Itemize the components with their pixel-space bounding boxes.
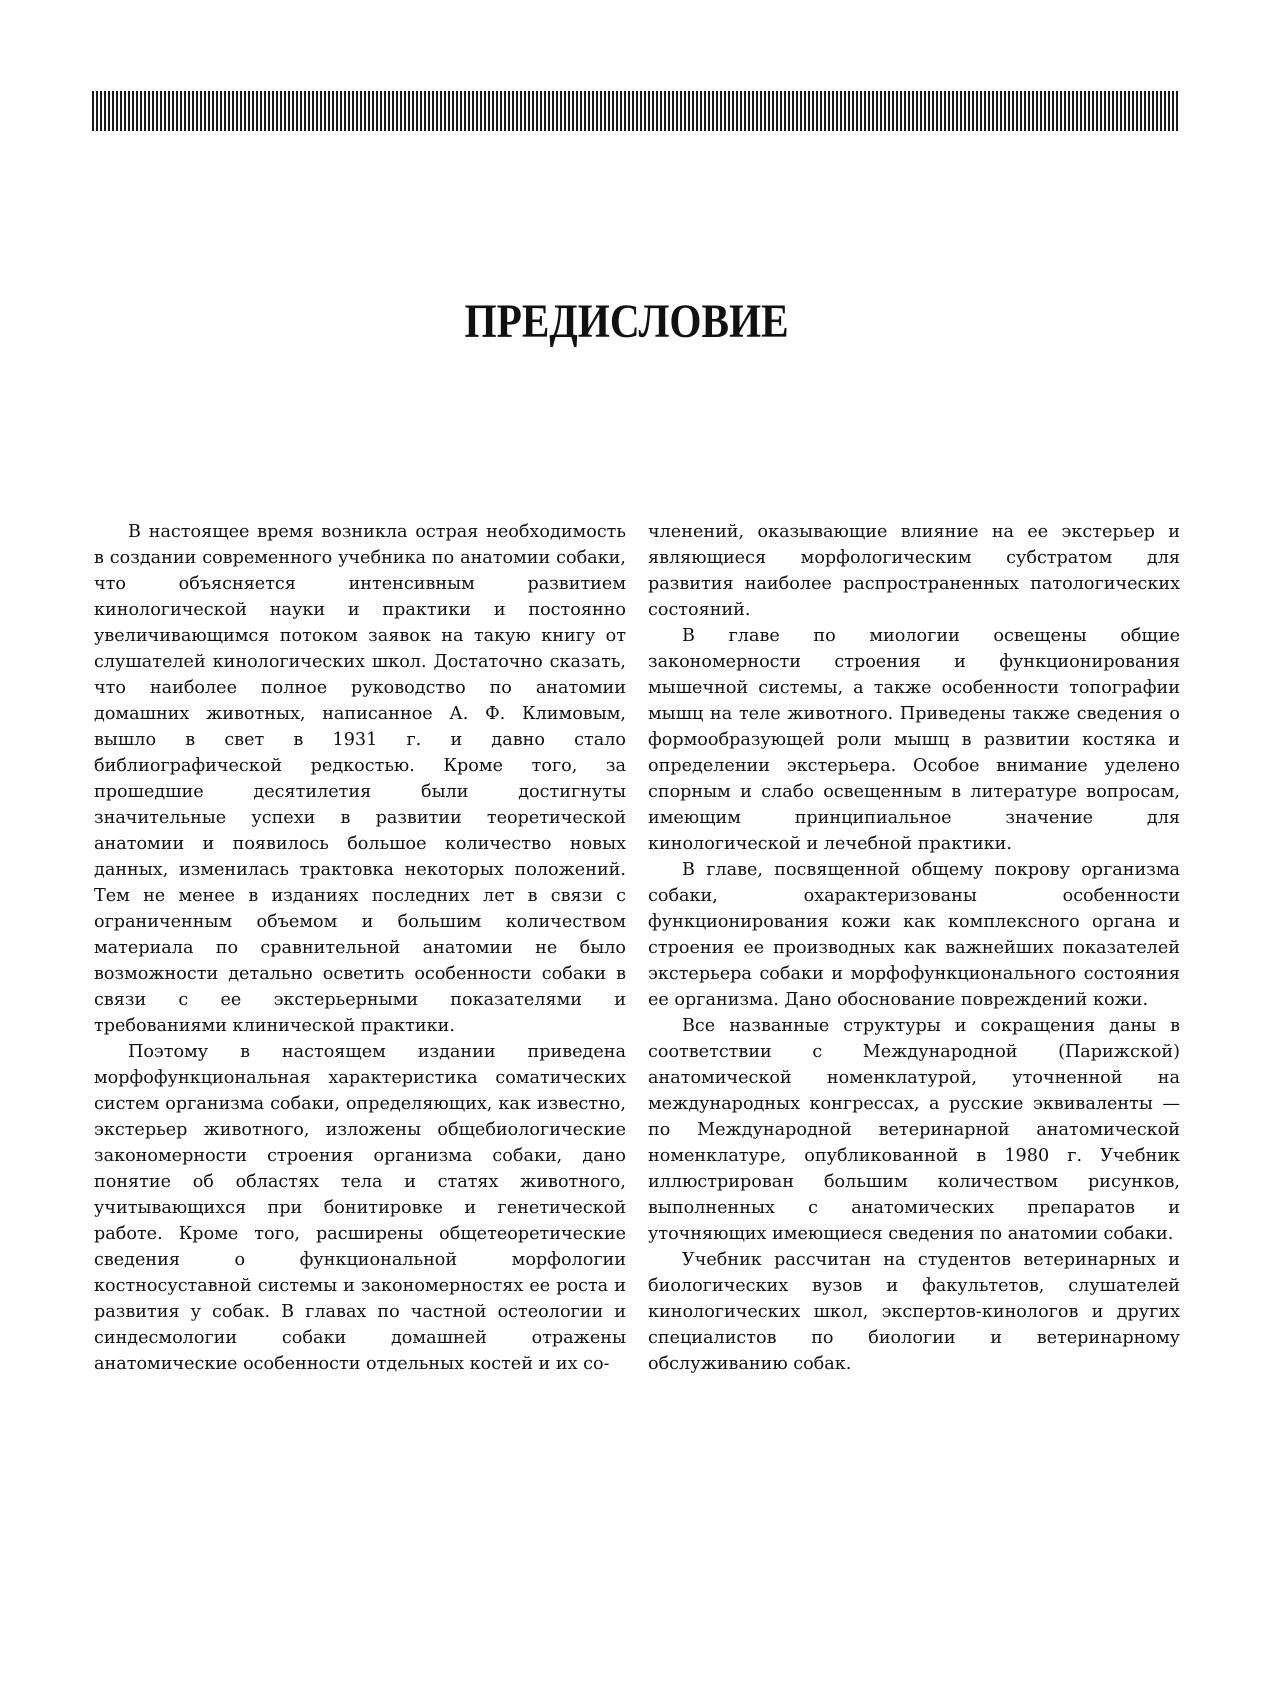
left-text-column: [94, 519, 626, 1377]
paragraph: В главе по миологии освещены общие закономерности строения и функционирования мышечной системы, а также особенности топографии мышц на теле животного. Приведены также сведения о формообразующей роли мышц в развитии костяка и определении экстерьера. Особое внимание уделено спорным и слабо освещенным в литературе вопросам, имеющим принципиальное значение для кинологической и лечебной практики.: [648, 626, 1180, 854]
page-title: ПРЕДИСЛОВИЕ: [464, 295, 789, 349]
right-text-column: [648, 519, 1180, 1377]
paragraph: В настоящее время возникла острая необходимость в создании современного учебника по анатомии собаки, что объясняется интенсивным развитием кинологической науки и практики и постоянно увеличивающимся потоком заявок на такую книгу от слушателей кинологических школ. Достаточно сказать, что наиболее полное руководство по анатомии домашних животных, написанное А. Ф. Климовым, вышло в свет в 1931 г. и давно стало библиографической редкостью. Кроме того, за прошедшие десятилетия были достигнуты значительные успехи в развитии теоретической анатомии и появилось большое количество новых данных, изменилась трактовка некоторых положений. Тем не менее в изданиях последних лет в связи с ограниченным объемом и большим количеством материала по сравнительной анатомии не было возможности детально осветить особенности собаки в связи с ее экстерьерными показателями и требованиями клинической практики.: [94, 522, 626, 1036]
paragraph: Поэтому в настоящем издании приведена морфофункциональная характеристика соматических систем организма собаки, определяющих, как известно, экстерьер животного, изложены общебиологические закономерности строения организма собаки, дано понятие об областях тела и статях животного, учитывающихся при бонитировке и генетической работе. Кроме того, расширены общетеоретические сведения о функциональной морфологии костносуставной системы и закономерностях ее роста и развития у собак. В главах по частной остеологии и синдесмологии собаки домашней отражены анатомические особенности отдельных костей и их со-: [94, 1042, 626, 1374]
paragraph-continued: членений, оказывающие влияние на ее экстерьер и являющиеся морфологическим субстратом для развития наиболее распространенных патологических состояний.: [648, 522, 1180, 620]
paragraph: В главе, посвященной общему покрову организма собаки, охарактеризованы особенности функционирования кожи как комплексного органа и строения ее производных как важнейших показателей экстерьера собаки и морфофункционального состояния ее организма. Дано обоснование повреждений кожи.: [648, 860, 1180, 1010]
paragraph: Все названные структуры и сокращения даны в соответствии с Международной (Парижской) анатомической номенклатурой, уточненной на международных конгрессах, а русские эквиваленты — по Международной ветеринарной анатомической номенклатуре, опубликованной в 1980 г. Учебник иллюстрирован большим количеством рисунков, выполненных с анатомических препаратов и уточняющих имеющиеся сведения по анатомии собаки.: [648, 1016, 1180, 1244]
paragraph: Учебник рассчитан на студентов ветеринарных и биологических вузов и факультетов, слушателей кинологических школ, экспертов-кинологов и других специалистов по биологии и ветеринарному обслуживанию собак.: [648, 1250, 1180, 1374]
decorative-header-band: [92, 91, 1180, 131]
